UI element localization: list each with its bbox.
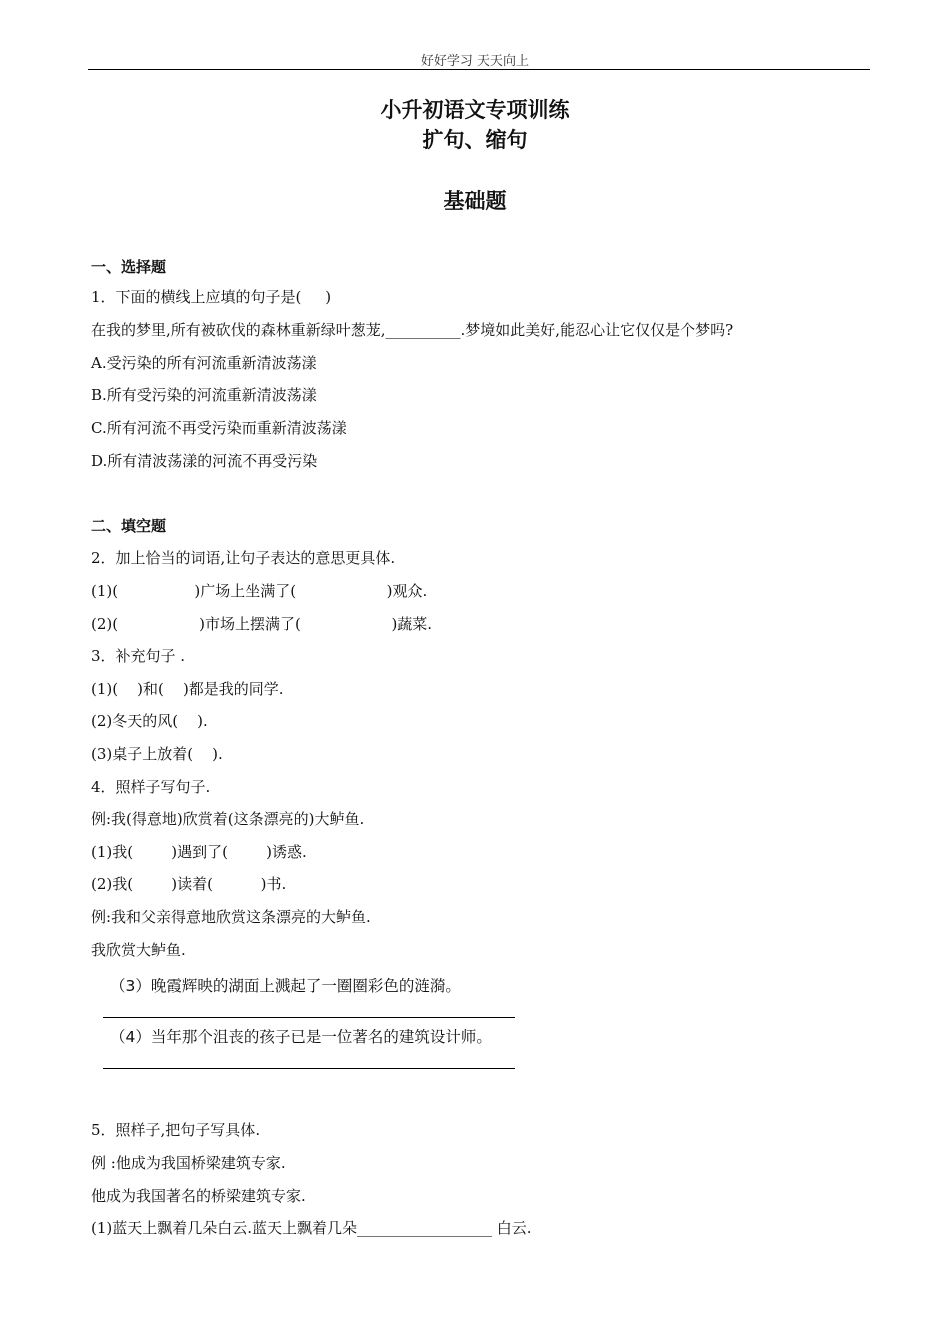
q5-stem: 5．照样子,把句子写具体. (91, 1121, 261, 1139)
section-heading-choice: 一、选择题 (91, 258, 167, 276)
q4-example-2: 例:我和父亲得意地欣赏这条漂亮的大鲈鱼. (91, 908, 371, 926)
q4-stem: 4．照样子写句子. (91, 778, 211, 796)
page-title: 小升初语文专项训练 (380, 98, 570, 122)
q4-item-1: (1)我( )遇到了( )诱惑. (91, 843, 307, 861)
q1-stem: 1．下面的横线上应填的句子是( ) (91, 288, 332, 306)
q4-item-2: (2)我( )读着( )书. (91, 875, 287, 893)
header-divider (88, 69, 870, 70)
header-slogan: 好好学习 天天向上 (420, 54, 530, 69)
q1-option-c: C.所有河流不再受污染而重新清波荡漾 (91, 419, 347, 437)
q4-example-2-answer: 我欣赏大鲈鱼. (91, 941, 186, 959)
q4-example-1: 例:我(得意地)欣赏着(这条漂亮的)大鲈鱼. (91, 810, 365, 828)
q5-item-1: (1)蓝天上飘着几朵白云.蓝天上飘着几朵__________________ 白云. (91, 1219, 532, 1237)
page-subtitle: 扩句、缩句 (422, 128, 528, 152)
q1-sentence: 在我的梦里,所有被砍伐的森林重新绿叶葱茏,__________.梦境如此美好,能忍心让它仅仅是个梦吗? (91, 321, 734, 339)
q2-item-2: (2)( )市场上摆满了( )蔬菜. (91, 615, 433, 633)
q4-item-3: （3）晚霞辉映的湖面上溅起了一圈圈彩色的涟漪。 (110, 977, 461, 995)
q1-option-b: B.所有受污染的河流重新清波荡漾 (91, 386, 317, 404)
answer-line-3 (103, 1017, 515, 1018)
q5-example-answer: 他成为我国著名的桥梁建筑专家. (91, 1187, 306, 1205)
q2-item-1: (1)( )广场上坐满了( )观众. (91, 582, 428, 600)
q3-stem: 3．补充句子 . (91, 647, 186, 665)
difficulty-level: 基础题 (443, 189, 507, 213)
q4-item-4: （4）当年那个沮丧的孩子已是一位著名的建筑设计师。 (110, 1028, 492, 1046)
q3-item-3: (3)桌子上放着( ). (91, 745, 223, 763)
q3-item-2: (2)冬天的风( ). (91, 712, 208, 730)
q1-option-a: A.受污染的所有河流重新清波荡漾 (91, 354, 317, 372)
q3-item-1: (1)( )和( )都是我的同学. (91, 680, 284, 698)
section-heading-fill: 二、填空题 (91, 517, 167, 535)
q5-example: 例 :他成为我国桥梁建筑专家. (91, 1154, 286, 1172)
q2-stem: 2．加上恰当的词语,让句子表达的意思更具体. (91, 549, 396, 567)
q1-option-d: D.所有清波荡漾的河流不再受污染 (91, 452, 318, 470)
answer-line-4 (103, 1068, 515, 1069)
